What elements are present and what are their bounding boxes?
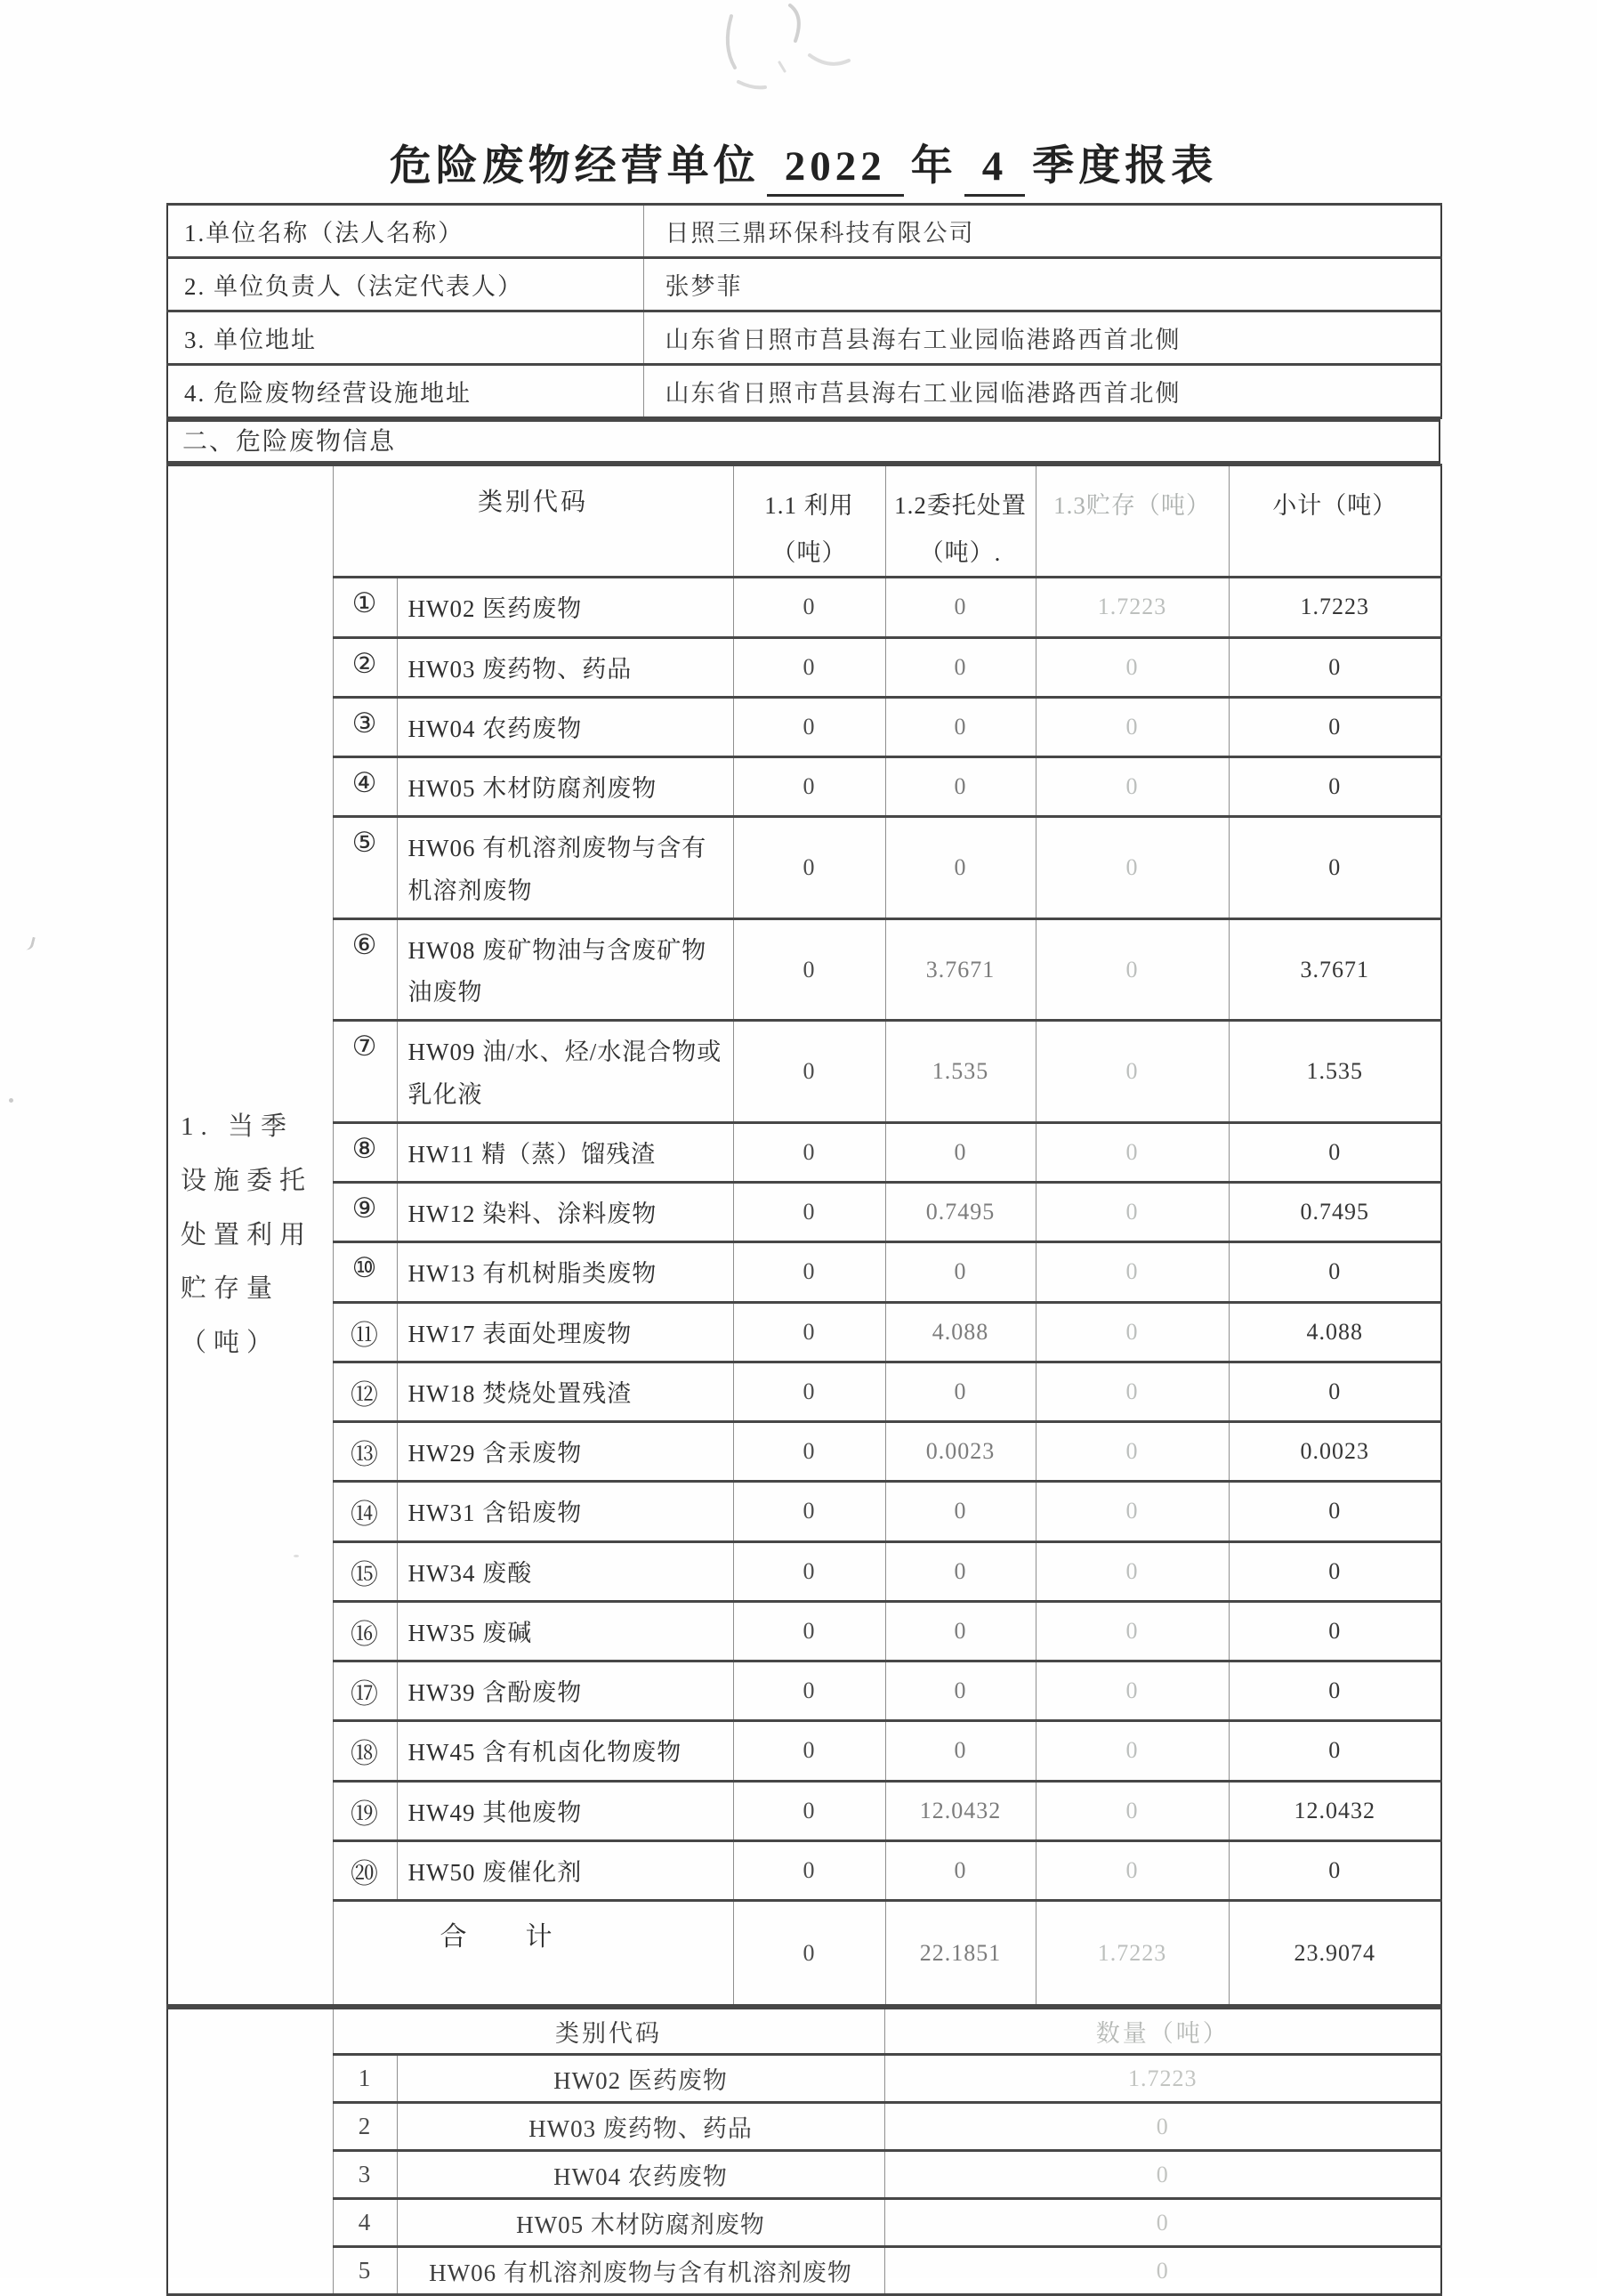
value-quantity: 0 — [884, 2151, 1441, 2199]
section-heading: 二、危险废物信息 — [166, 419, 1440, 464]
value-storage: 0 — [1036, 1021, 1229, 1123]
row-number: 3 — [333, 2151, 397, 2199]
waste-row — [167, 1482, 1441, 1541]
value-storage: 0 — [1036, 1781, 1229, 1840]
row-index-badge: ⑪ — [333, 1302, 397, 1362]
row-index-badge: ⑤ — [333, 817, 397, 919]
row-index-badge: ⑮ — [333, 1541, 397, 1601]
value-use: 0 — [733, 1541, 885, 1601]
row-index-badge: ② — [333, 637, 397, 697]
waste-category-name: HW18 焚烧处置残渣 — [397, 1362, 733, 1421]
info-row-label: 3. 单位地址 — [167, 311, 643, 365]
value-subtotal: 0.0023 — [1229, 1422, 1441, 1482]
waste-row — [167, 1362, 1441, 1421]
total-label: 合 计 — [333, 1901, 733, 2006]
waste-row — [167, 1422, 1441, 1482]
row-index-badge: ③ — [333, 697, 397, 756]
value-entrusted-disposal: 4.088 — [885, 1302, 1036, 1362]
value-subtotal: 0 — [1229, 697, 1441, 756]
waste-category-name: HW12 染料、涂料废物 — [397, 1183, 733, 1242]
info-row-value: 张梦菲 — [643, 258, 1441, 311]
value-entrusted-disposal: 0 — [885, 1482, 1036, 1541]
waste-row — [167, 918, 1441, 1021]
value-entrusted-disposal: 0 — [885, 1541, 1036, 1601]
value-quantity: 0 — [884, 2247, 1441, 2295]
sub-table-side-cell-empty — [167, 2009, 333, 2295]
value-subtotal: 0 — [1229, 1840, 1441, 1900]
title-suffix: 季度报表 — [1032, 141, 1218, 190]
total-use: 0 — [733, 1901, 885, 2006]
waste-category-name: HW03 废药物、药品 — [397, 637, 733, 697]
waste-category-name: HW05 木材防腐剂废物 — [397, 2199, 884, 2247]
value-subtotal: 0.7495 — [1229, 1183, 1441, 1242]
waste-row — [167, 757, 1441, 817]
header-category-code: 类别代码 — [333, 465, 733, 578]
row-index-badge: ⑳ — [333, 1840, 397, 1900]
value-use: 0 — [733, 1183, 885, 1242]
quantity-row — [167, 2199, 1441, 2247]
waste-category-name: HW34 废酸 — [397, 1541, 733, 1601]
row-number: 4 — [333, 2199, 397, 2247]
row-index-badge: ⑬ — [333, 1422, 397, 1482]
value-storage: 0 — [1036, 757, 1229, 817]
waste-row — [167, 817, 1441, 919]
row-index-badge: ⑱ — [333, 1721, 397, 1781]
value-use: 0 — [733, 1302, 885, 1362]
value-use: 0 — [733, 1422, 885, 1482]
value-subtotal: 0 — [1229, 757, 1441, 817]
waste-row — [167, 1183, 1441, 1242]
value-entrusted-disposal: 3.7671 — [885, 918, 1036, 1021]
sub-header-quantity: 数量（吨） — [884, 2009, 1441, 2055]
waste-summary-table — [166, 464, 1442, 2007]
row-index-badge: ① — [333, 578, 397, 637]
value-entrusted-disposal: 0 — [885, 637, 1036, 697]
value-use: 0 — [733, 578, 885, 637]
waste-row — [167, 1021, 1441, 1123]
value-storage: 0 — [1036, 1362, 1229, 1421]
main-table-header-row — [167, 465, 1441, 578]
waste-row — [167, 1840, 1441, 1900]
info-row — [167, 205, 1441, 258]
header-entrusted-disposal: 1.2委托处置（吨）. — [885, 465, 1036, 578]
row-index-badge: ⑨ — [333, 1183, 397, 1242]
title-prefix: 危险废物经营单位 — [389, 141, 760, 190]
value-storage: 0 — [1036, 1541, 1229, 1601]
waste-row — [167, 697, 1441, 756]
row-index-badge: ⑩ — [333, 1242, 397, 1302]
value-subtotal: 0 — [1229, 817, 1441, 919]
info-row-label: 2. 单位负责人（法定代表人） — [167, 258, 643, 311]
scan-smudge-icon — [676, 0, 979, 116]
waste-row — [167, 1601, 1441, 1661]
value-use: 0 — [733, 1242, 885, 1302]
value-subtotal: 0 — [1229, 637, 1441, 697]
waste-category-name: HW02 医药废物 — [397, 2055, 884, 2103]
waste-category-name: HW11 精（蒸）馏残渣 — [397, 1122, 733, 1182]
value-use: 0 — [733, 1021, 885, 1123]
value-storage: 0 — [1036, 1721, 1229, 1781]
value-use: 0 — [733, 697, 885, 756]
quantity-row — [167, 2103, 1441, 2151]
info-row — [167, 311, 1441, 365]
row-index-badge: ⑲ — [333, 1781, 397, 1840]
value-entrusted-disposal: 0.0023 — [885, 1422, 1036, 1482]
value-entrusted-disposal: 0 — [885, 697, 1036, 756]
value-use: 0 — [733, 1362, 885, 1421]
info-row-label: 1.单位名称（法人名称） — [167, 205, 643, 258]
waste-quantity-table — [166, 2007, 1442, 2296]
total-row — [167, 1901, 1441, 2006]
value-use: 0 — [733, 1482, 885, 1541]
waste-row — [167, 1541, 1441, 1601]
row-index-badge: ⑰ — [333, 1661, 397, 1721]
value-use: 0 — [733, 1661, 885, 1721]
row-index-badge: ⑧ — [333, 1122, 397, 1182]
value-use: 0 — [733, 1601, 885, 1661]
value-use: 0 — [733, 817, 885, 919]
value-subtotal: 0 — [1229, 1601, 1441, 1661]
total-entrusted-disposal: 22.1851 — [885, 1901, 1036, 2006]
header-use: 1.1 利用（吨） — [733, 465, 885, 578]
quantity-row — [167, 2247, 1441, 2295]
value-subtotal: 1.535 — [1229, 1021, 1441, 1123]
report-title — [166, 133, 1440, 197]
row-index-badge: ⑯ — [333, 1601, 397, 1661]
value-storage: 0 — [1036, 1482, 1229, 1541]
value-storage: 1.7223 — [1036, 578, 1229, 637]
value-subtotal: 0 — [1229, 1362, 1441, 1421]
waste-row — [167, 1242, 1441, 1302]
value-storage: 0 — [1036, 918, 1229, 1021]
value-storage: 0 — [1036, 1661, 1229, 1721]
title-year-blank: 2022 — [767, 142, 904, 197]
value-subtotal: 0 — [1229, 1122, 1441, 1182]
row-index-badge: ⑦ — [333, 1021, 397, 1123]
value-storage: 0 — [1036, 1183, 1229, 1242]
quantity-row — [167, 2151, 1441, 2199]
value-entrusted-disposal: 0 — [885, 1122, 1036, 1182]
value-use: 0 — [733, 1781, 885, 1840]
value-entrusted-disposal: 0 — [885, 817, 1036, 919]
value-storage: 0 — [1036, 1422, 1229, 1482]
total-subtotal: 23.9074 — [1229, 1901, 1441, 2006]
value-subtotal: 0 — [1229, 1721, 1441, 1781]
form-body — [166, 203, 1440, 2296]
value-storage: 0 — [1036, 1601, 1229, 1661]
value-entrusted-disposal: 0 — [885, 578, 1036, 637]
waste-category-name: HW31 含铅废物 — [397, 1482, 733, 1541]
value-subtotal: 0 — [1229, 1242, 1441, 1302]
header-subtotal: 小计（吨） — [1229, 465, 1441, 578]
waste-category-name: HW17 表面处理废物 — [397, 1302, 733, 1362]
row-number: 5 — [333, 2247, 397, 2295]
waste-row — [167, 637, 1441, 697]
waste-category-name: HW39 含酚废物 — [397, 1661, 733, 1721]
value-subtotal: 0 — [1229, 1541, 1441, 1601]
unit-info-table — [166, 203, 1442, 419]
value-use: 0 — [733, 757, 885, 817]
row-index-badge: ⑫ — [333, 1362, 397, 1421]
title-year-unit: 年 — [910, 141, 957, 190]
value-use: 0 — [733, 1840, 885, 1900]
value-use: 0 — [733, 637, 885, 697]
waste-category-name: HW06 有机溶剂废物与含有机溶剂废物 — [397, 2247, 884, 2295]
waste-category-name: HW49 其他废物 — [397, 1781, 733, 1840]
waste-category-name: HW04 农药废物 — [397, 2151, 884, 2199]
row-index-badge: ④ — [333, 757, 397, 817]
quantity-row — [167, 2055, 1441, 2103]
waste-row — [167, 1721, 1441, 1781]
value-subtotal: 1.7223 — [1229, 578, 1441, 637]
side-label-quarterly-amounts: 1. 当季设施委托处置利用贮存量（吨） — [167, 465, 333, 2006]
sub-header-category-code: 类别代码 — [333, 2009, 884, 2055]
waste-row — [167, 1781, 1441, 1840]
value-entrusted-disposal: 0 — [885, 757, 1036, 817]
value-quantity: 0 — [884, 2103, 1441, 2151]
waste-category-name: HW04 农药废物 — [397, 697, 733, 756]
value-storage: 0 — [1036, 1840, 1229, 1900]
value-use: 0 — [733, 1122, 885, 1182]
value-entrusted-disposal: 0 — [885, 1721, 1036, 1781]
value-use: 0 — [733, 1721, 885, 1781]
value-quantity: 0 — [884, 2199, 1441, 2247]
scan-artifact — [9, 1098, 13, 1103]
value-storage: 0 — [1036, 1122, 1229, 1182]
info-row — [167, 365, 1441, 418]
value-entrusted-disposal: 0 — [885, 1242, 1036, 1302]
title-quarter-blank: 4 — [964, 142, 1026, 197]
total-storage: 1.7223 — [1036, 1901, 1229, 2006]
value-storage: 0 — [1036, 1242, 1229, 1302]
waste-category-name: HW05 木材防腐剂废物 — [397, 757, 733, 817]
value-entrusted-disposal: 0 — [885, 1601, 1036, 1661]
waste-row — [167, 1122, 1441, 1182]
sub-table-header-row — [167, 2009, 1441, 2055]
waste-category-name: HW02 医药废物 — [397, 578, 733, 637]
value-entrusted-disposal: 1.535 — [885, 1021, 1036, 1123]
waste-row — [167, 1302, 1441, 1362]
waste-category-name: HW50 废催化剂 — [397, 1840, 733, 1900]
row-index-badge: ⑥ — [333, 918, 397, 1021]
row-number: 1 — [333, 2055, 397, 2103]
waste-category-name: HW35 废碱 — [397, 1601, 733, 1661]
value-subtotal: 12.0432 — [1229, 1781, 1441, 1840]
info-row-value: 日照三鼎环保科技有限公司 — [643, 205, 1441, 258]
waste-category-name: HW45 含有机卤化物废物 — [397, 1721, 733, 1781]
value-storage: 0 — [1036, 697, 1229, 756]
value-entrusted-disposal: 12.0432 — [885, 1781, 1036, 1840]
row-index-badge: ⑭ — [333, 1482, 397, 1541]
value-entrusted-disposal: 0 — [885, 1362, 1036, 1421]
row-number: 2 — [333, 2103, 397, 2151]
info-row-value: 山东省日照市莒县海右工业园临港路西首北侧 — [643, 365, 1441, 418]
value-subtotal: 3.7671 — [1229, 918, 1441, 1021]
waste-category-name: HW09 油/水、烃/水混合物或乳化液 — [397, 1021, 733, 1123]
value-storage: 0 — [1036, 637, 1229, 697]
info-row — [167, 258, 1441, 311]
waste-row — [167, 1661, 1441, 1721]
waste-category-name: HW06 有机溶剂废物与含有机溶剂废物 — [397, 817, 733, 919]
info-row-label: 4. 危险废物经营设施地址 — [167, 365, 643, 418]
value-subtotal: 4.088 — [1229, 1302, 1441, 1362]
scan-artifact — [23, 935, 36, 951]
waste-category-name: HW29 含汞废物 — [397, 1422, 733, 1482]
waste-category-name: HW13 有机树脂类废物 — [397, 1242, 733, 1302]
waste-row — [167, 578, 1441, 637]
info-row-value: 山东省日照市莒县海右工业园临港路西首北侧 — [643, 311, 1441, 365]
value-storage: 0 — [1036, 1302, 1229, 1362]
waste-category-name: HW08 废矿物油与含废矿物油废物 — [397, 918, 733, 1021]
value-use: 0 — [733, 918, 885, 1021]
value-entrusted-disposal: 0.7495 — [885, 1183, 1036, 1242]
header-storage: 1.3贮存（吨） — [1036, 465, 1229, 578]
value-quantity: 1.7223 — [884, 2055, 1441, 2103]
value-subtotal: 0 — [1229, 1482, 1441, 1541]
waste-category-name: HW03 废药物、药品 — [397, 2103, 884, 2151]
value-entrusted-disposal: 0 — [885, 1661, 1036, 1721]
value-subtotal: 0 — [1229, 1661, 1441, 1721]
value-entrusted-disposal: 0 — [885, 1840, 1036, 1900]
value-storage: 0 — [1036, 817, 1229, 919]
